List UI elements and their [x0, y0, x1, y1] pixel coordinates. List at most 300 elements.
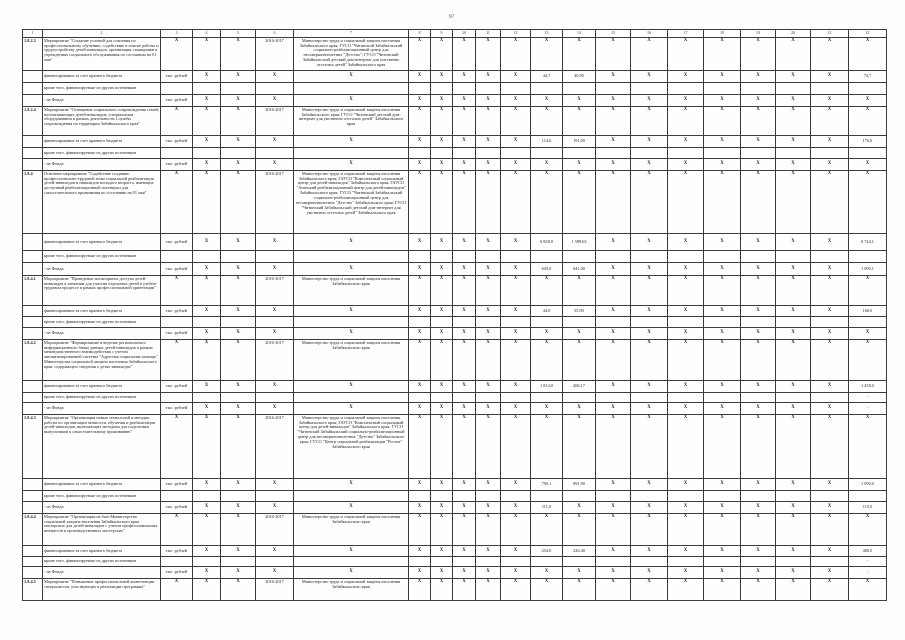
cell-text: Х — [417, 481, 422, 487]
cell-text — [849, 317, 886, 327]
period-cell — [256, 38, 294, 71]
cell-text: Х — [462, 569, 466, 575]
cell-text — [596, 393, 630, 402]
value-cell — [704, 340, 741, 381]
value-cell — [668, 83, 704, 95]
cell-text: Х — [791, 307, 795, 313]
cell-text: Х — [720, 38, 724, 43]
cell-text: Х — [349, 265, 353, 271]
responsible-executor-cell — [294, 159, 409, 171]
cell-text: финансирование за счет краевого бюджета — [44, 307, 123, 313]
value-cell — [409, 276, 431, 306]
description-cell — [43, 557, 161, 567]
value-cell — [704, 393, 741, 403]
cell-text: Основное мероприятие "Содействие созданию профессионально-трудовой зоны социальной реабилитации детей-инвалидов и инвалидов молодого возраста, имеющих доступный реабилитационный потенциал для самостоятельного проживания по состоянию на 01 мая" — [44, 171, 154, 196]
value-cell — [431, 148, 453, 159]
value-cell — [193, 171, 221, 234]
cell-text: Х — [204, 579, 209, 584]
value-cell — [849, 136, 887, 148]
value-cell — [811, 38, 849, 71]
period-cell — [256, 148, 294, 159]
value-cell — [193, 579, 221, 601]
period-cell — [256, 393, 294, 403]
value-cell — [409, 567, 431, 579]
cell-text: Х — [791, 415, 795, 420]
row-number-cell — [23, 403, 43, 415]
cell-text: 6 744,1 — [861, 238, 874, 244]
value-cell — [704, 171, 741, 234]
value-cell — [741, 381, 776, 393]
cell-text — [193, 83, 220, 94]
value-cell — [221, 317, 256, 328]
cell-text: Министерство труда и социальной защиты населения Забайкальского края — [301, 340, 401, 350]
cell-text — [161, 557, 192, 566]
value-cell — [563, 381, 596, 393]
cell-text: 40,90 — [574, 73, 584, 79]
value-cell — [668, 403, 704, 415]
value-cell — [668, 251, 704, 263]
cell-text: 8 — [418, 30, 421, 36]
value-cell — [501, 479, 531, 491]
value-cell — [476, 502, 501, 514]
responsible-executor-cell — [294, 403, 409, 415]
cell-text: Х — [865, 330, 870, 336]
value-cell — [776, 381, 811, 393]
cell-text — [596, 491, 630, 501]
value-cell — [501, 340, 531, 381]
cell-text: Мероприятие "Формирование и ведение регионального информационного банка данных детей-инвалидов в рамках межведомственного взаимодействия с учетом автоматизированной системы "Адресная социальная помощь" Министерства социальной защиты населения Забайкальского края, содержащего сведения о детях-инвалидах" — [44, 340, 158, 370]
cell-text: Х — [513, 73, 518, 79]
value-cell — [811, 148, 849, 159]
description-cell — [43, 479, 161, 491]
period-cell — [256, 546, 294, 557]
cell-text — [23, 95, 42, 106]
cell-text: 226,40 — [573, 547, 585, 553]
regional-budget-row — [23, 479, 887, 491]
value-cell — [221, 415, 256, 479]
value-cell — [501, 502, 531, 514]
cell-text — [476, 393, 500, 402]
value-cell — [668, 136, 704, 148]
value-cell — [563, 546, 596, 557]
value-cell — [741, 415, 776, 479]
value-cell — [741, 567, 776, 579]
period-cell — [256, 317, 294, 328]
cell-text: Х — [204, 504, 209, 510]
cell-text — [741, 148, 775, 158]
cell-text: Х — [865, 340, 870, 345]
cell-text: Х — [236, 504, 240, 510]
cell-text: Х — [611, 97, 615, 103]
cell-text: Х — [349, 569, 353, 575]
cell-text: Х — [577, 107, 581, 112]
cell-text: Х — [791, 504, 795, 510]
row-number-cell — [23, 263, 43, 276]
cell-text — [531, 393, 562, 402]
value-cell — [431, 328, 453, 340]
cell-text: Х — [611, 514, 615, 519]
value-cell — [531, 171, 563, 234]
cell-text: 11 — [486, 30, 490, 36]
responsible-executor-cell — [294, 263, 409, 276]
value-cell — [431, 83, 453, 95]
cell-text: Х — [756, 276, 760, 281]
value-cell — [221, 136, 256, 148]
cell-text: Х — [513, 238, 518, 244]
cell-text: Х — [611, 265, 615, 271]
responsible-executor-cell — [294, 340, 409, 381]
responsible-executor-cell — [294, 491, 409, 502]
column-number-cell — [531, 30, 563, 38]
value-cell — [668, 491, 704, 502]
cell-text — [776, 557, 810, 566]
unit-cell — [161, 546, 193, 557]
cell-text: Х — [462, 415, 466, 420]
cell-text — [453, 251, 475, 262]
cell-text: Министерство труда и социальной защиты населения Забайкальского края — [301, 514, 401, 524]
cell-text: Х — [720, 514, 724, 519]
value-cell — [501, 159, 531, 171]
row-number-cell — [23, 251, 43, 263]
value-cell — [741, 95, 776, 107]
value-cell — [221, 38, 256, 71]
regional-budget-row — [23, 136, 887, 148]
responsible-executor-cell — [294, 502, 409, 514]
cell-text: Х — [462, 161, 466, 167]
cell-text: Х — [756, 504, 760, 510]
value-cell — [668, 514, 704, 546]
cell-text: тыс. рублей — [165, 481, 188, 487]
value-cell — [631, 328, 668, 340]
cell-text: Х — [486, 330, 490, 336]
description-cell — [43, 317, 161, 328]
cell-text: Х — [439, 238, 444, 244]
row-number-cell — [23, 557, 43, 567]
value-cell — [668, 171, 704, 234]
cell-text: Х — [611, 481, 615, 487]
cell-text — [501, 148, 530, 158]
cell-text: Х — [756, 138, 760, 144]
value-cell — [596, 234, 631, 251]
cell-text: Х — [756, 569, 760, 575]
cell-text: кроме того, финансируемые из других источников — [44, 149, 137, 155]
value-cell — [811, 502, 849, 514]
cell-text: Х — [417, 276, 422, 281]
cell-text: Х — [865, 38, 870, 43]
period-cell — [256, 276, 294, 306]
value-cell — [596, 148, 631, 159]
activity-row — [23, 579, 887, 601]
value-cell — [453, 502, 476, 514]
value-cell — [501, 306, 531, 317]
cell-text: Х — [647, 138, 651, 144]
period-cell — [256, 136, 294, 148]
value-cell — [476, 107, 501, 136]
cell-text: Х — [865, 514, 870, 519]
cell-text: Х — [683, 383, 688, 389]
cell-text: Х — [462, 307, 466, 313]
value-cell — [704, 95, 741, 107]
value-cell — [741, 317, 776, 328]
cell-text — [704, 251, 740, 262]
cell-text: тыс. рублей — [165, 138, 188, 144]
value-cell — [431, 403, 453, 415]
cell-text: 1.8.4.2 — [24, 340, 36, 345]
value-cell — [501, 276, 531, 306]
value-cell — [849, 546, 887, 557]
period-cell — [256, 381, 294, 393]
cell-text: Х — [720, 405, 724, 411]
cell-text: Х — [462, 73, 466, 79]
cell-text: Х — [827, 97, 832, 103]
value-cell — [631, 71, 668, 83]
cell-text: 55,90 — [574, 307, 584, 313]
cell-text — [431, 393, 452, 402]
cell-text: Х — [791, 171, 795, 176]
cell-text: Х — [683, 504, 688, 510]
cell-text: Х — [439, 265, 444, 271]
value-cell — [476, 491, 501, 502]
value-cell — [476, 514, 501, 546]
value-cell — [849, 567, 887, 579]
cell-text: Х — [439, 73, 444, 79]
cell-text — [596, 317, 630, 327]
regional-budget-row — [23, 306, 887, 317]
row-number-cell — [23, 381, 43, 393]
value-cell — [531, 148, 563, 159]
cell-text — [23, 381, 42, 392]
value-cell — [193, 306, 221, 317]
value-cell — [849, 393, 887, 403]
cell-text: 2016-2017 — [265, 514, 284, 519]
cell-text: Х — [683, 340, 688, 345]
responsible-executor-cell — [294, 415, 409, 479]
cell-text: Х — [865, 97, 870, 103]
cell-text: Х — [577, 161, 581, 167]
cell-text: кроме того, финансируемые из других источников — [44, 492, 137, 498]
value-cell — [741, 546, 776, 557]
cell-text: Х — [756, 481, 760, 487]
cell-text — [221, 557, 255, 566]
cell-text: Х — [236, 276, 240, 281]
activity-row — [23, 415, 887, 479]
value-cell — [453, 171, 476, 234]
cell-text: Х — [236, 107, 240, 112]
value-cell — [409, 491, 431, 502]
description-cell — [43, 306, 161, 317]
value-cell — [193, 403, 221, 415]
value-cell — [631, 567, 668, 579]
value-cell — [221, 306, 256, 317]
value-cell — [409, 148, 431, 159]
cell-text — [23, 71, 42, 82]
cell-text: Х — [204, 514, 209, 519]
unit-cell — [161, 340, 193, 381]
description-cell — [43, 381, 161, 393]
unit-cell — [161, 328, 193, 340]
value-cell — [563, 71, 596, 83]
cell-text: Х — [513, 330, 518, 336]
cell-text: Х — [462, 504, 466, 510]
value-cell — [431, 251, 453, 263]
cell-text — [193, 557, 220, 566]
value-cell — [476, 393, 501, 403]
cell-text: Х — [647, 161, 651, 167]
cell-text: тыс. рублей — [165, 265, 188, 271]
cell-text: Х — [486, 171, 490, 176]
cell-text: Х — [756, 38, 760, 43]
value-cell — [453, 83, 476, 95]
cell-text: Х — [756, 330, 760, 336]
description-cell — [43, 159, 161, 171]
cell-text: 160,0 — [862, 307, 873, 313]
value-cell — [501, 381, 531, 393]
fund-row — [23, 159, 887, 171]
cell-text: Х — [417, 415, 422, 420]
description-cell — [43, 514, 161, 546]
value-cell — [776, 306, 811, 317]
cell-text: Х — [236, 514, 240, 519]
cell-text: Х — [349, 383, 353, 389]
value-cell — [531, 567, 563, 579]
cell-text — [704, 148, 740, 158]
value-cell — [704, 148, 741, 159]
cell-text: Х — [439, 415, 444, 420]
value-cell — [631, 381, 668, 393]
description-cell — [43, 234, 161, 251]
value-cell — [409, 71, 431, 83]
cell-text — [849, 251, 886, 262]
cell-text — [811, 557, 848, 566]
cell-text: 2016-2017 — [265, 340, 284, 345]
value-cell — [476, 403, 501, 415]
cell-text: кроме того, финансируемые из других источников — [44, 558, 137, 564]
cell-text: Х — [486, 138, 490, 144]
value-cell — [849, 71, 887, 83]
cell-text: Х — [683, 38, 688, 43]
cell-text — [476, 557, 500, 566]
cell-text — [741, 491, 775, 501]
cell-text — [453, 491, 475, 501]
value-cell — [849, 557, 887, 567]
value-cell — [501, 234, 531, 251]
cell-text — [704, 317, 740, 327]
cell-text: Х — [720, 307, 724, 313]
cell-text — [409, 83, 430, 94]
value-cell — [221, 381, 256, 393]
value-cell — [501, 263, 531, 276]
value-cell — [453, 557, 476, 567]
cell-text: Х — [756, 171, 760, 176]
cell-text — [161, 83, 192, 94]
cell-text: кроме того, финансируемые из других источников — [44, 85, 137, 91]
cell-text: Х — [513, 138, 518, 144]
value-cell — [431, 95, 453, 107]
value-cell — [668, 546, 704, 557]
cell-text: тыс. рублей — [165, 161, 188, 167]
value-cell — [704, 567, 741, 579]
cell-text: Х — [756, 73, 760, 79]
activity-row — [23, 340, 887, 381]
cell-text: Х — [720, 504, 724, 510]
cell-text: Х — [683, 481, 688, 487]
value-cell — [631, 546, 668, 557]
cell-text — [531, 251, 562, 262]
value-cell — [596, 381, 631, 393]
cell-text: финансирование за счет краевого бюджета — [44, 73, 123, 79]
value-cell — [501, 38, 531, 71]
description-cell — [43, 546, 161, 557]
cell-text — [431, 148, 452, 158]
value-cell — [409, 514, 431, 546]
value-cell — [776, 251, 811, 263]
value-cell — [476, 148, 501, 159]
value-cell — [563, 306, 596, 317]
value-cell — [476, 95, 501, 107]
cell-text: Мероприятие "Проведение мониторинга доступа детей-инвалидов к занятиям для участия отдельных детей в учебно-трудовом процессе в рамках профессиональной ориентации" — [44, 276, 158, 291]
cell-text: Министерство труда и социальной защиты населения Забайкальского края; ГАУСО "Комплексный социальный центр для детей-инвалидов" Забайкальского края; ГУСО "Читинский Забайкальский социально-реабилитационный центр для несовершеннолетних "Детство" Забайкальского края; ГУСО "Центр социальной реабилитации "Росток" Забайкальского края — [297, 415, 405, 450]
cell-text: 12 — [513, 30, 518, 36]
cell-text: Х — [513, 504, 518, 510]
value-cell — [563, 95, 596, 107]
value-cell — [409, 393, 431, 403]
value-cell — [431, 340, 453, 381]
cell-text — [453, 557, 475, 566]
cell-text — [501, 491, 530, 501]
value-cell — [563, 393, 596, 403]
cell-text: Х — [462, 340, 466, 345]
cell-text: кроме того, финансируемые из других источников — [44, 394, 137, 400]
cell-text: 206,17 — [573, 383, 585, 389]
cell-text: Х — [174, 171, 179, 176]
value-cell — [193, 557, 221, 567]
cell-text: Х — [236, 405, 240, 411]
period-cell — [256, 567, 294, 579]
row-number-cell — [23, 95, 43, 107]
cell-text: Х — [513, 415, 518, 420]
cell-text — [23, 479, 42, 490]
cell-text: Х — [513, 276, 518, 281]
value-cell — [531, 95, 563, 107]
cell-text: Х — [349, 97, 353, 103]
cell-text — [563, 393, 595, 402]
cell-text: Х — [486, 238, 490, 244]
cell-text — [431, 317, 452, 327]
value-cell — [668, 381, 704, 393]
cell-text: Х — [827, 569, 832, 575]
value-cell — [741, 491, 776, 502]
period-cell — [256, 328, 294, 340]
value-cell — [596, 317, 631, 328]
cell-text: Х — [577, 569, 581, 575]
value-cell — [776, 393, 811, 403]
cell-text: Х — [204, 415, 209, 420]
value-cell — [453, 263, 476, 276]
cell-text: Х — [720, 97, 724, 103]
cell-text: - из Фонда — [44, 569, 64, 575]
value-cell — [501, 71, 531, 83]
row-number-cell — [23, 491, 43, 502]
period-cell — [256, 83, 294, 95]
row-number-cell — [23, 71, 43, 83]
value-cell — [221, 159, 256, 171]
value-cell — [431, 276, 453, 306]
value-cell — [531, 251, 563, 263]
cell-text: Х — [236, 161, 240, 167]
value-cell — [776, 234, 811, 251]
value-cell — [741, 107, 776, 136]
value-cell — [221, 393, 256, 403]
